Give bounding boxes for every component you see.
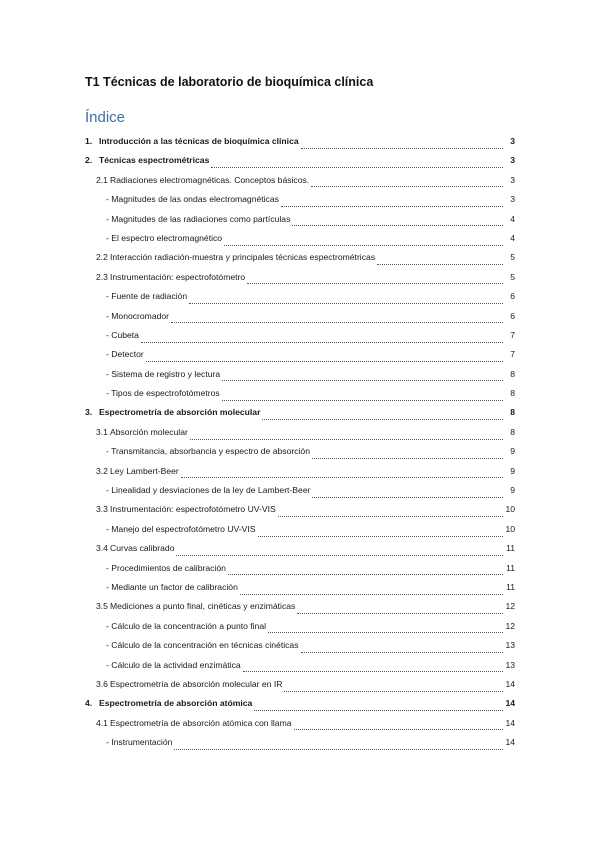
toc-entry-page-number: 13 [505,659,515,670]
toc-entry[interactable] [85,679,515,698]
dot-leader [228,573,503,575]
toc-entry[interactable] [85,640,515,659]
toc-entry-label: - Cálculo de la concentración a punto final [106,620,267,631]
toc-entry-label: Ley Lambert-Beer [110,465,179,476]
toc-entry[interactable] [85,427,515,446]
toc-entry-label: - Instrumentación [106,737,173,748]
dot-leader [254,709,503,711]
toc-entry-label: - Manejo del espectrofotómetro UV-VIS [106,523,256,534]
dot-leader [222,379,503,381]
toc-entry[interactable] [85,369,515,388]
toc-entry[interactable] [85,388,515,407]
toc-entry-label: Espectrometría de absorción molecular [99,407,261,418]
toc-entry-number: 3.5 [96,601,108,612]
toc-entry[interactable] [85,155,515,174]
toc-entry-label: Radiaciones electromagnéticas. Conceptos básicos. [110,174,310,185]
dot-leader [312,496,503,498]
toc-entry[interactable] [85,407,515,426]
toc-entry-page-number: 8 [510,426,515,437]
toc-entry-label: - Sistema de registro y lectura [106,368,221,379]
dot-leader [171,321,503,323]
dot-leader [189,302,503,304]
toc-entry[interactable] [85,252,515,271]
toc-entry[interactable] [85,349,515,368]
toc-entry-page-number: 3 [510,194,515,205]
toc-entry-label: Técnicas espectrométricas [99,155,210,166]
toc-entry[interactable] [85,737,515,756]
dot-leader [141,341,503,343]
toc-entry-page-number: 8 [510,407,515,418]
toc-entry[interactable] [85,194,515,213]
toc-entry-label: - Cubeta [106,329,139,340]
toc-entry-label: - Tipos de espectrofotómetros [106,388,220,399]
toc-entry-number: 3.1 [96,426,108,437]
dot-leader [284,690,503,692]
toc-entry-page-number: 8 [510,368,515,379]
document-title: T1 Técnicas de laboratorio de bioquímica clínica [85,75,374,89]
toc-entry-page-number: 7 [510,349,515,360]
toc-entry-label: Absorción molecular [110,426,188,437]
toc-entry[interactable] [85,485,515,504]
toc-entry[interactable] [85,504,515,523]
toc-entry[interactable] [85,175,515,194]
toc-entry-page-number: 5 [510,271,515,282]
dot-leader [377,263,503,265]
toc-entry-label: Interacción radiación-muestra y principales técnicas espectrométricas [110,252,376,263]
dot-leader [181,476,503,478]
toc-entry[interactable] [85,621,515,640]
index-heading: Índice [85,109,126,126]
toc-entry[interactable] [85,698,515,717]
toc-entry-page-number: 14 [505,717,515,728]
dot-leader [278,515,503,517]
toc-entry[interactable] [85,214,515,233]
dot-leader [294,728,503,730]
toc-entry-page-number: 13 [505,640,515,651]
toc-entry-label: Mediciones a punto final, cinéticas y enzimáticas [110,601,296,612]
toc-entry-page-number: 9 [510,465,515,476]
toc-entry-label: Instrumentación: espectrofotómetro [110,271,246,282]
toc-entry-page-number: 10 [505,523,515,534]
toc-entry-label: Instrumentación: espectrofotómetro UV-VIS [110,504,276,515]
toc-entry-page-number: 6 [510,291,515,302]
dot-leader [247,282,503,284]
toc-entry-page-number: 12 [505,601,515,612]
dot-leader [258,535,503,537]
toc-entry-label: Curvas calibrado [110,543,175,554]
toc-entry-number: 3.4 [96,543,108,554]
toc-entry-label: - Cálculo de la concentración en técnicas cinéticas [106,640,299,651]
toc-entry-label: Espectrometría de absorción atómica con llama [110,717,292,728]
toc-entry-number: 3.2 [96,465,108,476]
dot-leader [301,651,503,653]
toc-entry-page-number: 4 [510,213,515,224]
toc-entry-page-number: 3 [510,155,515,166]
dot-leader [240,593,503,595]
dot-leader [224,244,503,246]
toc-entry-label: - Magnitudes de las ondas electromagnéticas [106,194,279,205]
toc-entry-page-number: 7 [510,329,515,340]
toc-entry[interactable] [85,524,515,543]
toc-entry-page-number: 11 [506,562,515,573]
dot-leader [190,438,503,440]
toc-entry-label: - Detector [106,349,144,360]
toc-entry-label: Introducción a las técnicas de bioquímica clínica [99,136,299,146]
toc-entry[interactable] [85,330,515,349]
dot-leader [292,224,503,226]
toc-entry-label: - Transmitancia, absorbancia y espectro de absorción [106,446,310,457]
toc-entry-page-number: 6 [510,310,515,321]
toc-entry[interactable] [85,582,515,601]
toc-entry-number: 2.1 [96,174,108,185]
toc-entry[interactable] [85,233,515,252]
toc-entry-number: 2. [85,155,93,166]
toc-entry[interactable] [85,466,515,485]
toc-entry-number: 3. [85,407,93,418]
toc-entry-page-number: 8 [510,388,515,399]
toc-entry-number: 4.1 [96,717,108,728]
toc-entry-label: Espectrometría de absorción molecular en IR [110,678,283,689]
dot-leader [281,205,503,207]
toc-entry[interactable] [85,446,515,465]
dot-leader [211,166,503,168]
toc-entry-page-number: 5 [510,252,515,263]
toc-entry-label: - Magnitudes de las radiaciones como partículas [106,213,291,224]
toc-entry[interactable] [85,718,515,737]
toc-entry-number: 2.3 [96,271,108,282]
toc-entry[interactable] [85,660,515,679]
dot-leader [301,147,503,149]
toc-entry-page-number: 9 [510,446,515,457]
dot-leader [297,612,503,614]
toc-entry-page-number: 14 [505,737,515,748]
toc-entry-page-number: 11 [506,543,515,554]
dot-leader [262,418,503,420]
dot-leader [176,554,503,556]
toc-entry[interactable] [85,136,515,155]
toc-entry-number: 3.6 [96,678,108,689]
dot-leader [222,399,503,401]
dot-leader [311,185,503,187]
toc-entry-page-number: 4 [510,232,515,243]
dot-leader [312,457,503,459]
toc-entry[interactable] [85,543,515,562]
toc-entry-label: - Fuente de radiación [106,291,188,302]
toc-entry[interactable] [85,311,515,330]
toc-entry-page-number: 3 [510,136,515,146]
toc-entry-label: - Linealidad y desviaciones de la ley de Lambert-Beer [106,485,311,496]
toc-entry-number: 2.2 [96,252,108,263]
toc-entry-label: Espectrometría de absorción atómica [99,698,253,709]
toc-entry-label: - Mediante un factor de calibración [106,581,238,592]
toc-entry-number: 1. [85,136,93,146]
dot-leader [268,631,503,633]
toc-entry-page-number: 14 [505,678,515,689]
table-of-contents [85,136,515,757]
toc-entry-page-number: 14 [505,698,515,709]
toc-entry-number: 3.3 [96,504,108,515]
toc-entry-page-number: 10 [505,504,515,515]
toc-entry[interactable] [85,601,515,620]
toc-entry-page-number: 3 [510,174,515,185]
toc-entry-number: 4. [85,698,93,709]
dot-leader [146,360,503,362]
dot-leader [174,748,503,750]
toc-entry-label: - Monocromador [106,310,170,321]
toc-entry[interactable] [85,291,515,310]
dot-leader [243,670,503,672]
toc-entry-label: - El espectro electromagnético [106,232,223,243]
toc-entry-label: - Procedimientos de calibración [106,562,226,573]
toc-entry-page-number: 12 [505,620,515,631]
toc-entry-page-number: 9 [510,485,515,496]
toc-entry[interactable] [85,272,515,291]
toc-entry-page-number: 11 [506,581,515,592]
toc-entry-label: - Cálculo de la actividad enzimática [106,659,241,670]
toc-entry[interactable] [85,563,515,582]
